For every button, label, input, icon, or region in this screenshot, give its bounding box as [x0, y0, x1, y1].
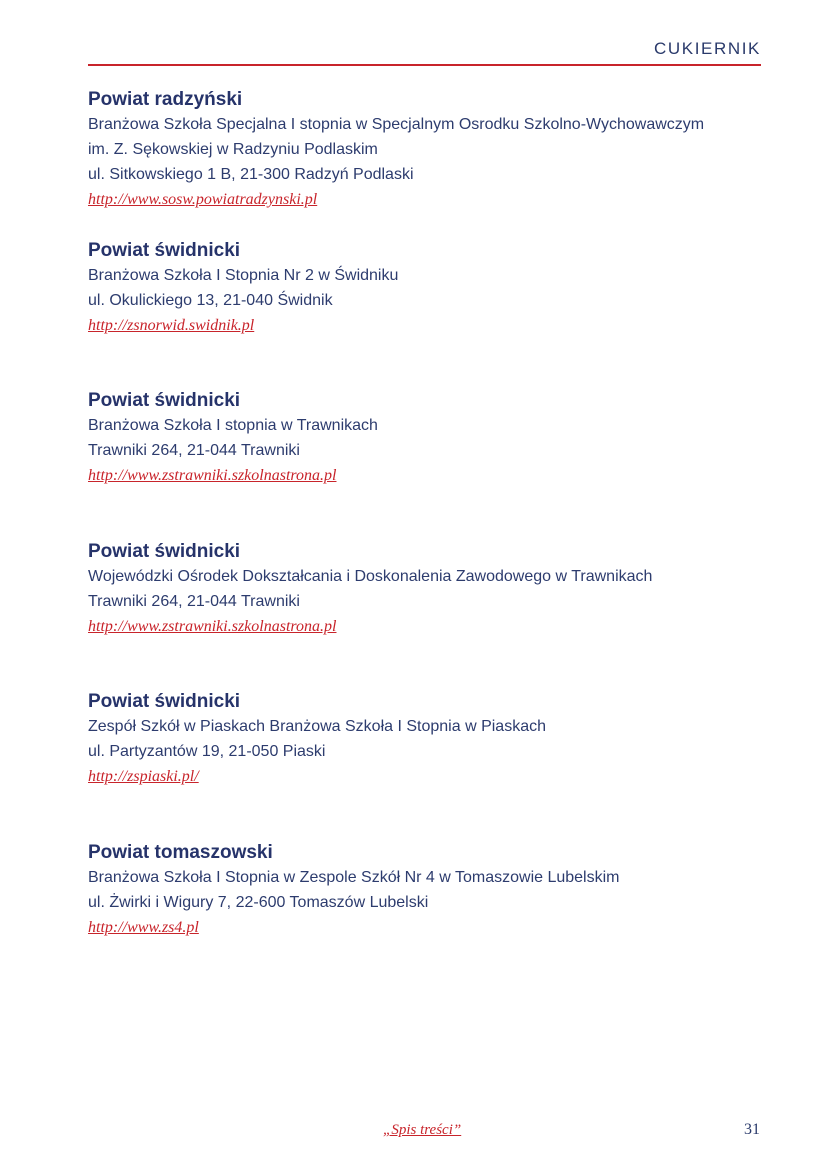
school-address: ul. Żwirki i Wigury 7, 22-600 Tomaszów Lubelski — [88, 893, 429, 911]
county-heading: Powiat świdnicki — [88, 390, 241, 412]
school-address: ul. Partyzantów 19, 21-050 Piaski — [88, 743, 326, 761]
header-divider — [88, 64, 761, 66]
school-website-link[interactable]: http://www.sosw.powiatradzynski.pl — [88, 191, 318, 208]
school-entry — [88, 689, 778, 840]
school-website-link[interactable]: http://zsnorwid.swidnik.pl — [88, 316, 255, 334]
school-name: Branżowa Szkoła I Stopnia w Zespole Szkół Nr 4 w Tomaszowie Lubelskim — [88, 868, 620, 886]
school-website-link[interactable]: http://zspiaski.pl/ — [88, 768, 199, 786]
county-heading: Powiat świdnicki — [88, 540, 241, 562]
school-address: ul. Sitkowskiego 1 B, 21-300 Radzyń Podlaski — [88, 166, 414, 183]
school-entry — [88, 238, 778, 389]
school-website-link[interactable]: http://www.zstrawniki.szkolnastrona.pl — [88, 617, 337, 635]
county-heading: Powiat świdnicki — [88, 239, 241, 261]
page-number: 31 — [744, 1121, 760, 1138]
school-name: Branżowa Szkoła I stopnia w Trawnikach — [88, 417, 378, 435]
school-address: Trawniki 264, 21-044 Trawniki — [88, 442, 300, 460]
school-entry — [88, 87, 778, 238]
page-header — [88, 38, 761, 66]
school-entry — [88, 539, 778, 690]
school-name: Branżowa Szkoła Specjalna I stopnia w Specjalnym Osrodku Szkolno-Wychowawczym — [88, 116, 705, 133]
table-of-contents-link[interactable]: „Spis treści” — [383, 1122, 462, 1138]
section-title: CUKIERNIK — [654, 39, 761, 58]
school-entry — [88, 388, 778, 539]
school-address: Trawniki 264, 21-044 Trawniki — [88, 592, 300, 610]
school-name: Zespół Szkół w Piaskach Branżowa Szkoła I Stopnia w Piaskach — [88, 718, 546, 736]
school-address: ul. Okulickiego 13, 21-040 Świdnik — [88, 291, 333, 309]
school-list — [88, 87, 778, 991]
county-heading: Powiat świdnicki — [88, 691, 241, 713]
county-heading: Powiat radzyński — [88, 89, 243, 110]
school-name: Branżowa Szkoła I Stopnia Nr 2 w Świdniku — [88, 266, 399, 284]
county-heading: Powiat tomaszowski — [88, 841, 273, 863]
school-website-link[interactable]: http://www.zstrawniki.szkolnastrona.pl — [88, 467, 337, 485]
school-name: Wojewódzki Ośrodek Dokształcania i Doskonalenia Zawodowego w Trawnikach — [88, 567, 653, 585]
school-website-link[interactable]: http://www.zs4.pl — [88, 918, 199, 936]
school-entry — [88, 840, 778, 991]
school-name-continued: im. Z. Sękowskiej w Radzyniu Podlaskim — [88, 141, 378, 158]
